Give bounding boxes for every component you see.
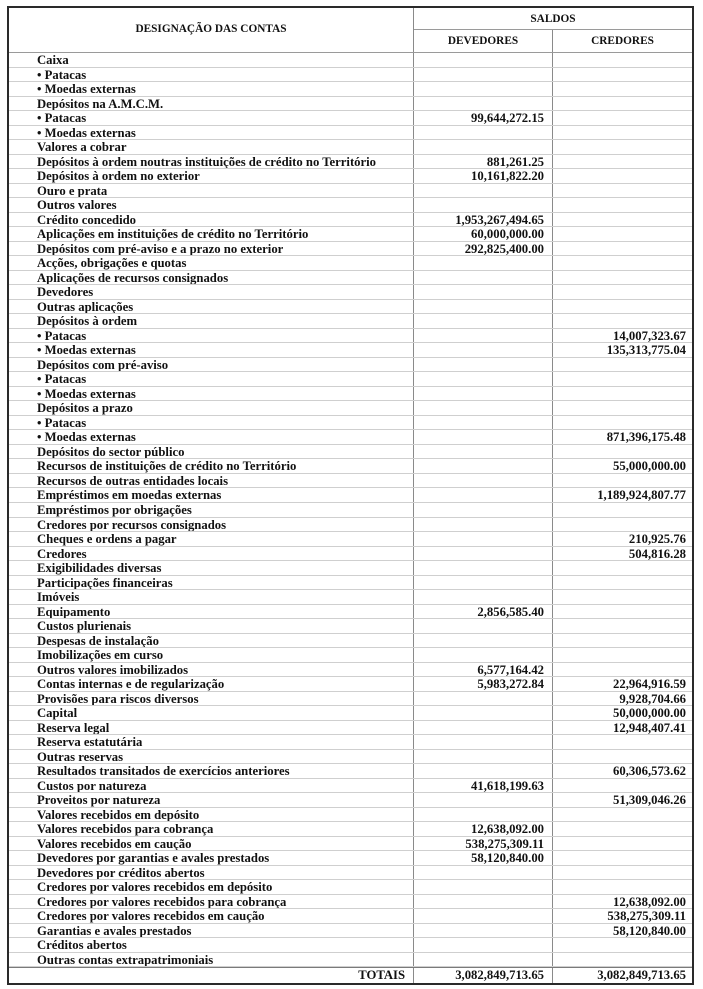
- table-row: [9, 169, 692, 184]
- table-row: [9, 401, 692, 416]
- account-name: Garantias e avales prestados: [9, 924, 414, 938]
- balance-sheet-table: [7, 6, 694, 985]
- debit-balance: 58,120,840.00: [414, 851, 553, 865]
- table-row: [9, 532, 692, 547]
- credit-balance: [553, 779, 692, 793]
- credit-balance: 538,275,309.11: [607, 909, 686, 923]
- totals-row: [9, 967, 692, 983]
- credit-balance: [553, 634, 692, 648]
- debit-balance: [414, 938, 553, 952]
- account-name: Credores por valores recebidos para cobrança: [9, 895, 414, 909]
- table-row: [9, 518, 692, 533]
- credit-balance: [553, 68, 692, 82]
- account-name: Recursos de instituições de crédito no Território: [9, 459, 414, 473]
- debit-balance: 2,856,585.40: [414, 605, 553, 619]
- account-name: Outros valores imobilizados: [9, 663, 414, 677]
- debit-balance: 292,825,400.00: [414, 242, 553, 256]
- credit-balance: [553, 256, 692, 270]
- account-name: • Moedas externas: [9, 343, 414, 357]
- debit-balance: [414, 721, 553, 735]
- debit-balance: [414, 735, 553, 749]
- account-name: Depósitos com pré-aviso e a prazo no exterior: [9, 242, 414, 256]
- table-row: [9, 735, 692, 750]
- account-name: Provisões para riscos diversos: [9, 692, 414, 706]
- debit-balance: 538,275,309.11: [414, 837, 553, 851]
- credit-balance: [553, 576, 692, 590]
- table-row: [9, 706, 692, 721]
- debit-balance: [414, 909, 553, 923]
- table-row: [9, 692, 692, 707]
- account-name: Credores: [9, 547, 414, 561]
- credit-balance: 135,313,775.04: [606, 343, 686, 357]
- debit-balance: [414, 140, 553, 154]
- credit-balance: [553, 938, 692, 952]
- account-name: Participações financeiras: [9, 576, 414, 590]
- account-name: • Patacas: [9, 111, 414, 125]
- account-name: Despesas de instalação: [9, 634, 414, 648]
- account-name: • Moedas externas: [9, 82, 414, 96]
- debit-balance: [414, 750, 553, 764]
- debit-balance: [414, 924, 553, 938]
- table-row: [9, 779, 692, 794]
- account-name: Credores por recursos consignados: [9, 518, 414, 532]
- credit-balance: 210,925.76: [628, 532, 686, 546]
- table-row: [9, 837, 692, 852]
- debit-balance: [414, 285, 553, 299]
- account-name: Custos por natureza: [9, 779, 414, 793]
- account-name: Outros valores: [9, 198, 414, 212]
- account-name: Depósitos a prazo: [9, 401, 414, 415]
- account-name: • Moedas externas: [9, 387, 414, 401]
- debit-balance: [414, 488, 553, 502]
- credit-balance: 9,928,704.66: [619, 691, 686, 706]
- credit-balance: [553, 169, 692, 183]
- debit-balance: [414, 880, 553, 894]
- credit-balance: [553, 213, 692, 227]
- debit-balance: 10,161,822.20: [414, 169, 553, 183]
- debit-balance: [414, 895, 553, 909]
- credit-column-header: CREDORES: [591, 35, 654, 47]
- account-name: Reserva legal: [9, 721, 414, 735]
- table-row: [9, 227, 692, 242]
- debit-balance: [414, 866, 553, 880]
- account-name: • Moedas externas: [9, 430, 414, 444]
- debit-balance: [414, 314, 553, 328]
- account-name: Custos plurienais: [9, 619, 414, 633]
- account-name: Depósitos à ordem: [9, 314, 414, 328]
- account-name: Depósitos com pré-aviso: [9, 358, 414, 372]
- table-header: [9, 8, 692, 53]
- account-name: • Patacas: [9, 372, 414, 386]
- debit-balance: [414, 503, 553, 517]
- table-row: [9, 271, 692, 286]
- debit-balance: [414, 430, 553, 444]
- table-row: [9, 53, 692, 68]
- account-name: Devedores por garantias e avales prestados: [9, 851, 414, 865]
- table-row: [9, 547, 692, 562]
- account-name: Empréstimos em moedas externas: [9, 488, 414, 502]
- debit-balance: [414, 590, 553, 604]
- credit-balance: [553, 735, 692, 749]
- table-row: [9, 213, 692, 228]
- account-name: Valores recebidos para cobrança: [9, 822, 414, 836]
- table-row: [9, 924, 692, 939]
- account-name: Créditos abertos: [9, 938, 414, 952]
- account-name: Devedores: [9, 285, 414, 299]
- account-name: Depósitos à ordem no exterior: [9, 169, 414, 183]
- credit-balance: [553, 198, 692, 212]
- debit-balance: [414, 401, 553, 415]
- credit-balance: [553, 590, 692, 604]
- table-row: [9, 605, 692, 620]
- table-row: [9, 880, 692, 895]
- credit-balance: [553, 822, 692, 836]
- debit-column-header: DEVEDORES: [414, 30, 553, 52]
- account-name: Aplicações de recursos consignados: [9, 271, 414, 285]
- credit-balance: [553, 285, 692, 299]
- credit-balance: [553, 82, 692, 96]
- account-name: Cheques e ordens a pagar: [9, 532, 414, 546]
- debit-balance: [414, 793, 553, 807]
- debit-balance: [414, 764, 553, 778]
- account-name: • Patacas: [9, 68, 414, 82]
- account-name: Exigibilidades diversas: [9, 561, 414, 575]
- account-name: Credores por valores recebidos em caução: [9, 909, 414, 923]
- account-name: Credores por valores recebidos em depósito: [9, 880, 414, 894]
- credit-balance: [553, 518, 692, 532]
- table-row: [9, 343, 692, 358]
- table-row: [9, 648, 692, 663]
- table-row: [9, 372, 692, 387]
- account-name: Imobilizações em curso: [9, 648, 414, 662]
- table-row: [9, 314, 692, 329]
- account-name: • Moedas externas: [9, 126, 414, 140]
- table-row: [9, 474, 692, 489]
- credit-balance: 14,007,323.67: [613, 328, 686, 343]
- credit-balance: [553, 401, 692, 415]
- debit-balance: [414, 706, 553, 720]
- credit-balance: 12,948,407.41: [613, 720, 686, 735]
- credit-balance: [553, 503, 692, 517]
- credit-balance: [553, 140, 692, 154]
- balances-group-header: SALDOS: [414, 8, 692, 30]
- debit-balance: [414, 576, 553, 590]
- credit-balance: [553, 416, 692, 430]
- table-row: [9, 750, 692, 765]
- account-name: Proveitos por natureza: [9, 793, 414, 807]
- table-row: [9, 721, 692, 736]
- account-name: • Patacas: [9, 416, 414, 430]
- credit-balance: [553, 663, 692, 677]
- credit-balance: 60,306,573.62: [613, 764, 686, 778]
- table-row: [9, 82, 692, 97]
- credit-balance: [553, 474, 692, 488]
- credit-balance: 51,309,046.26: [613, 793, 686, 807]
- debit-balance: [414, 271, 553, 285]
- account-name: Recursos de outras entidades locais: [9, 474, 414, 488]
- account-name: Outras contas extrapatrimoniais: [9, 953, 414, 967]
- table-row: [9, 488, 692, 503]
- credit-balance: [553, 851, 692, 865]
- table-row: [9, 300, 692, 315]
- account-name: Empréstimos por obrigações: [9, 503, 414, 517]
- credit-balance: [553, 953, 692, 967]
- account-name: Outras reservas: [9, 750, 414, 764]
- table-row: [9, 256, 692, 271]
- totals-debit: 3,082,849,713.65: [414, 968, 553, 983]
- table-row: [9, 358, 692, 373]
- table-row: [9, 387, 692, 402]
- debit-balance: [414, 808, 553, 822]
- debit-balance: 881,261.25: [414, 155, 553, 169]
- account-name: Contas internas e de regularização: [9, 677, 414, 691]
- credit-balance: [553, 808, 692, 822]
- account-name: Valores recebidos em caução: [9, 837, 414, 851]
- debit-balance: [414, 184, 553, 198]
- debit-balance: [414, 474, 553, 488]
- account-name: • Patacas: [9, 329, 414, 343]
- table-row: [9, 140, 692, 155]
- credit-balance: [553, 619, 692, 633]
- debit-balance: [414, 387, 553, 401]
- credit-balance: [553, 837, 692, 851]
- table-row: [9, 242, 692, 257]
- account-name: Depósitos do sector público: [9, 445, 414, 459]
- credit-balance: [553, 314, 692, 328]
- credit-balance: [553, 445, 692, 459]
- table-row: [9, 619, 692, 634]
- table-row: [9, 503, 692, 518]
- table-row: [9, 97, 692, 112]
- debit-balance: 5,983,272.84: [414, 677, 553, 691]
- debit-balance: [414, 547, 553, 561]
- debit-balance: [414, 532, 553, 546]
- credit-balance: [553, 126, 692, 140]
- credit-balance: [553, 53, 692, 67]
- debit-balance: [414, 329, 553, 343]
- table-row: [9, 155, 692, 170]
- table-row: [9, 822, 692, 837]
- debit-balance: [414, 953, 553, 967]
- credit-balance: [553, 300, 692, 314]
- table-row: [9, 285, 692, 300]
- table-row: [9, 634, 692, 649]
- debit-balance: [414, 53, 553, 67]
- table-row: [9, 764, 692, 779]
- debit-balance: [414, 82, 553, 96]
- debit-balance: [414, 445, 553, 459]
- debit-balance: [414, 634, 553, 648]
- table-row: [9, 198, 692, 213]
- debit-balance: [414, 416, 553, 430]
- table-row: [9, 590, 692, 605]
- account-name: Equipamento: [9, 605, 414, 619]
- credit-balance: [553, 648, 692, 662]
- account-name: Reserva estatutária: [9, 735, 414, 749]
- table-row: [9, 126, 692, 141]
- credit-balance: [553, 242, 692, 256]
- table-row: [9, 111, 692, 126]
- credit-balance: 22,964,916.59: [613, 677, 686, 691]
- credit-balance: [553, 358, 692, 372]
- debit-balance: [414, 358, 553, 372]
- account-name: Valores recebidos em depósito: [9, 808, 414, 822]
- account-name: Crédito concedido: [9, 213, 414, 227]
- totals-label: TOTAIS: [9, 968, 414, 983]
- account-name: Caixa: [9, 53, 414, 67]
- table-row: [9, 866, 692, 881]
- account-name: Resultados transitados de exercícios anteriores: [9, 764, 414, 778]
- table-row: [9, 909, 692, 924]
- credit-balance: [553, 97, 692, 111]
- credit-balance: [553, 372, 692, 386]
- debit-balance: [414, 459, 553, 473]
- table-row: [9, 459, 692, 474]
- debit-balance: 99,644,272.15: [414, 111, 553, 125]
- table-row: [9, 430, 692, 445]
- debit-balance: [414, 256, 553, 270]
- credit-balance: [553, 880, 692, 894]
- credit-balance: 871,396,175.48: [606, 430, 686, 444]
- credit-balance: [553, 605, 692, 619]
- debit-balance: 41,618,199.63: [414, 779, 553, 793]
- table-row: [9, 68, 692, 83]
- credit-balance: [553, 750, 692, 764]
- table-row: [9, 576, 692, 591]
- account-name: Depósitos à ordem noutras instituições de crédito no Território: [9, 155, 414, 169]
- totals-credit: 3,082,849,713.65: [597, 968, 686, 983]
- debit-balance: [414, 68, 553, 82]
- account-name: Outras aplicações: [9, 300, 414, 314]
- credit-balance: 504,816.28: [628, 546, 686, 561]
- debit-balance: [414, 561, 553, 575]
- table-row: [9, 938, 692, 953]
- credit-balance: 1,189,924,807.77: [597, 488, 686, 502]
- debit-balance: [414, 372, 553, 386]
- debit-balance: [414, 198, 553, 212]
- credit-balance: [553, 561, 692, 575]
- table-row: [9, 416, 692, 431]
- debit-balance: [414, 97, 553, 111]
- credit-balance: [553, 227, 692, 241]
- debit-balance: 12,638,092.00: [414, 822, 553, 836]
- table-row: [9, 793, 692, 808]
- table-row: [9, 184, 692, 199]
- credit-balance: [553, 271, 692, 285]
- account-name: Capital: [9, 706, 414, 720]
- debit-balance: [414, 126, 553, 140]
- credit-balance: 55,000,000.00: [613, 459, 686, 473]
- account-name: Acções, obrigações e quotas: [9, 256, 414, 270]
- debit-balance: [414, 518, 553, 532]
- table-row: [9, 677, 692, 692]
- table-row: [9, 663, 692, 678]
- table-row: [9, 561, 692, 576]
- debit-balance: 1,953,267,494.65: [414, 213, 553, 227]
- account-name: Devedores por créditos abertos: [9, 866, 414, 880]
- credit-balance: [553, 184, 692, 198]
- account-name: Aplicações em instituições de crédito no Território: [9, 227, 414, 241]
- credit-balance: [553, 155, 692, 169]
- account-name: Ouro e prata: [9, 184, 414, 198]
- debit-balance: [414, 692, 553, 706]
- credit-balance: [553, 866, 692, 880]
- account-name: Imóveis: [9, 590, 414, 604]
- table-row: [9, 851, 692, 866]
- credit-balance: [553, 111, 692, 125]
- account-column-header: DESIGNAÇÃO DAS CONTAS: [9, 8, 414, 52]
- credit-balance: 50,000,000.00: [613, 706, 686, 720]
- debit-balance: [414, 648, 553, 662]
- table-row: [9, 895, 692, 910]
- debit-balance: 6,577,164.42: [414, 663, 553, 677]
- debit-balance: [414, 619, 553, 633]
- table-row: [9, 445, 692, 460]
- debit-balance: [414, 300, 553, 314]
- credit-balance: 58,120,840.00: [613, 923, 686, 938]
- credit-balance: 12,638,092.00: [613, 894, 686, 909]
- debit-balance: [414, 343, 553, 357]
- debit-balance: 60,000,000.00: [414, 227, 553, 241]
- account-name: Valores a cobrar: [9, 140, 414, 154]
- account-name: Depósitos na A.M.C.M.: [9, 97, 414, 111]
- table-row: [9, 329, 692, 344]
- credit-balance: [553, 387, 692, 401]
- table-row: [9, 953, 692, 968]
- table-row: [9, 808, 692, 823]
